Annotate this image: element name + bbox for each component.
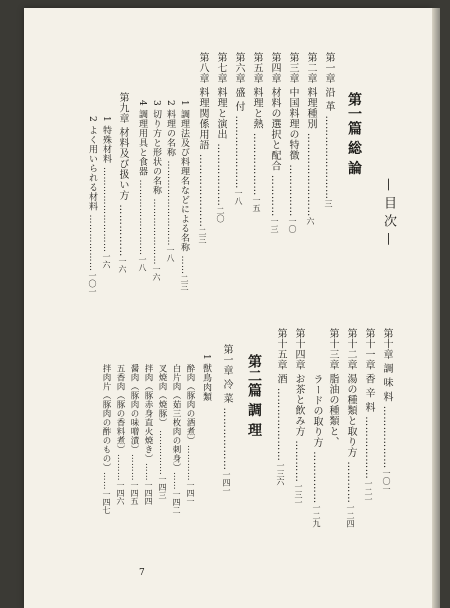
toc-entry: 第四章 材料の選択と配合 …………一三 [269, 52, 280, 233]
toc-entry: 第七章 料理と演出 ………………二〇 [215, 52, 226, 223]
toc-entry: 第十二章 湯の種類と取り方 …………一二四 [345, 328, 356, 528]
toc-entry: 第二章 料理種別 ……………………六 [305, 52, 316, 225]
toc-subentry: 醤肉（豚肉の味噌漬）………一四五 [129, 364, 139, 505]
toc-subentry: 叉焼肉（焼豚） ……………一四三 [157, 364, 167, 500]
toc-entry: 第一章 冷 菜 ………………一四一 [221, 344, 232, 495]
toc-subentry: 2 料理の名称 ………………………一八 [165, 100, 175, 262]
book-page [24, 8, 432, 608]
toc-entry: 第十五章 酒 …………………一三六 [275, 328, 286, 486]
toc-entry: 第八章 料理関係用語 …………………二三 [197, 52, 208, 244]
toc-subentry: 4 調理用具と食器 ……………………一八 [137, 100, 147, 272]
toc-entry: 第十四章 お茶と飲み方 …………一三一 [293, 328, 304, 507]
toc-entry: 第十章 調 味 料 ………………一〇一 [381, 328, 392, 493]
toc-entry: 第五章 料理と熱 ………………一五 [251, 52, 262, 212]
toc-entry: 第九章 材料及び扱い方 ……………一六 [117, 92, 128, 273]
toc-section: 1 獣鳥肉類 [201, 354, 211, 402]
toc-subentry: 3 切り方と形状の名称 …………………一六 [151, 100, 161, 281]
toc-subentry: 2 よく用いられる材料 ………………一〇一 [87, 116, 97, 296]
toc-entry: 第十三章 脂油の種類と、 [327, 328, 338, 448]
toc-entry: 第三章 中国料理の特徴 ……………一〇 [287, 52, 298, 233]
part2-heading: 第二篇 調 理 [246, 354, 262, 438]
toc-entry: 第一章 沿 革 ……………………三 [323, 52, 334, 208]
toc-entry: ラードの取り方 ……………一二九 [311, 374, 322, 528]
toc-entry: 第十一章 香 辛 料 ………………一二一 [363, 328, 374, 504]
part1-heading: 第一篇 総 論 [346, 92, 362, 176]
toc-subentry: 白片肉（茹三枚肉の刺身）……一四二 [171, 364, 181, 514]
toc-subentry: 拌肉（豚赤身直火焼き）……一四四 [143, 364, 153, 505]
toc-subentry: 1 調理法及び料理名などによる名称 ……二三 [179, 100, 189, 291]
toc-subentry: 五香肉（豚の香料煮）………一四六 [115, 364, 125, 505]
toc-subentry: 酔肉（豚肉の酒煮）…………一四一 [185, 364, 195, 505]
toc-title: — 目 次 — [381, 178, 396, 246]
toc-subentry: 拌肉片（豚肉の酢のもの）……一四七 [101, 364, 111, 514]
page-number: 7 [139, 568, 145, 578]
toc-subentry: 1 特殊材料 ………………………一六 [101, 116, 111, 269]
toc-entry: 第六章 盛 付 …………………一八 [233, 52, 244, 206]
